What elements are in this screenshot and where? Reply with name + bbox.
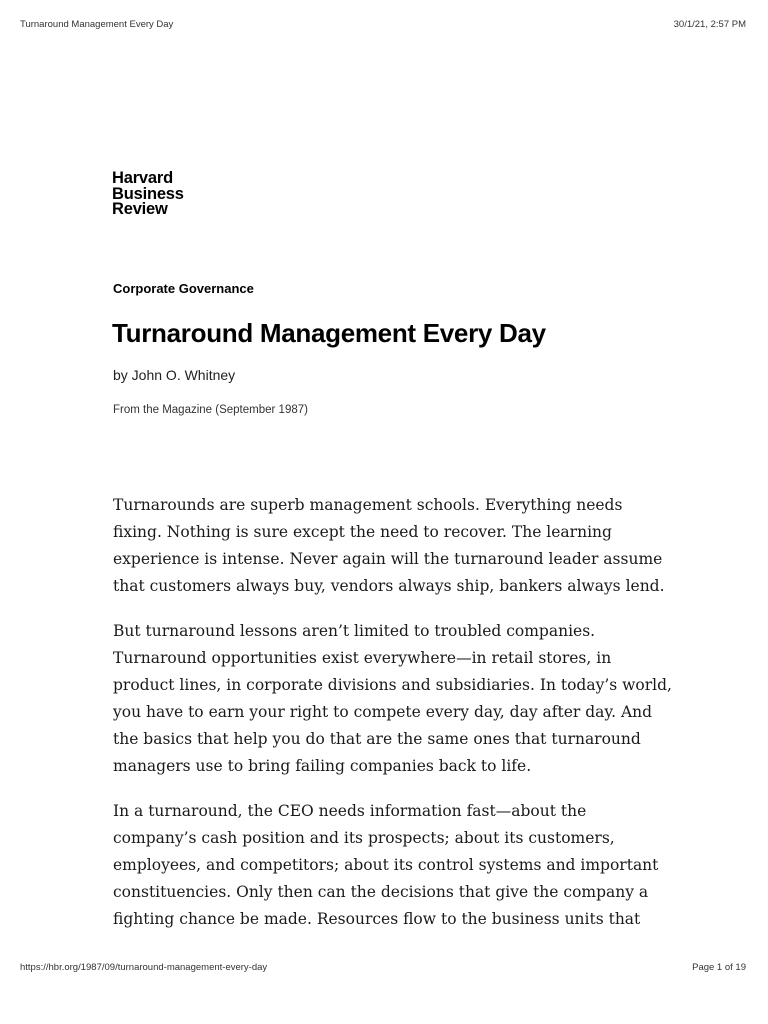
logo-line-2: Business (112, 184, 184, 203)
article-body (113, 492, 673, 951)
topic-link[interactable]: Corporate Governance (113, 281, 254, 296)
print-footer-url: https://hbr.org/1987/09/turnaround-management-every-day (20, 962, 268, 973)
article-title: Turnaround Management Every Day (112, 318, 546, 348)
article-paragraph: In a turnaround, the CEO needs information fast—about the company’s cash position and its prospects; about its customers, employees, and competitors; about its control systems and important constituencies. Only then can the decisions that give the company a fighting chance be made. Resources flow to the business units that (113, 802, 659, 928)
print-footer-page: Page 1 of 19 (692, 962, 746, 973)
article-issue: From the Magazine (September 1987) (113, 404, 308, 416)
article-byline: by John O. Whitney (113, 367, 236, 383)
article-paragraph: But turnaround lessons aren’t limited to troubled companies. Turnaround opportunities exist everywhere—in retail stores, in product lines, in corporate divisions and subsidiaries. In today’s world, you have to earn your right to compete every day, day after day. And the basics that help you do that are the same ones that turnaround managers use to bring failing companies back to life. (113, 622, 672, 775)
article-paragraph: Turnarounds are superb management schools. Everything needs fixing. Nothing is sure except the need to recover. The learning experience is intense. Never again will the turnaround leader assume that customers always buy, vendors always ship, bankers always lend. (113, 496, 665, 595)
print-header-title: Turnaround Management Every Day (20, 19, 174, 30)
print-header-datetime: 30/1/21, 2:57 PM (673, 19, 746, 30)
logo-line-1: Harvard (112, 169, 173, 187)
logo-line-3: Review (112, 200, 168, 218)
hbr-logo[interactable] (112, 171, 184, 218)
